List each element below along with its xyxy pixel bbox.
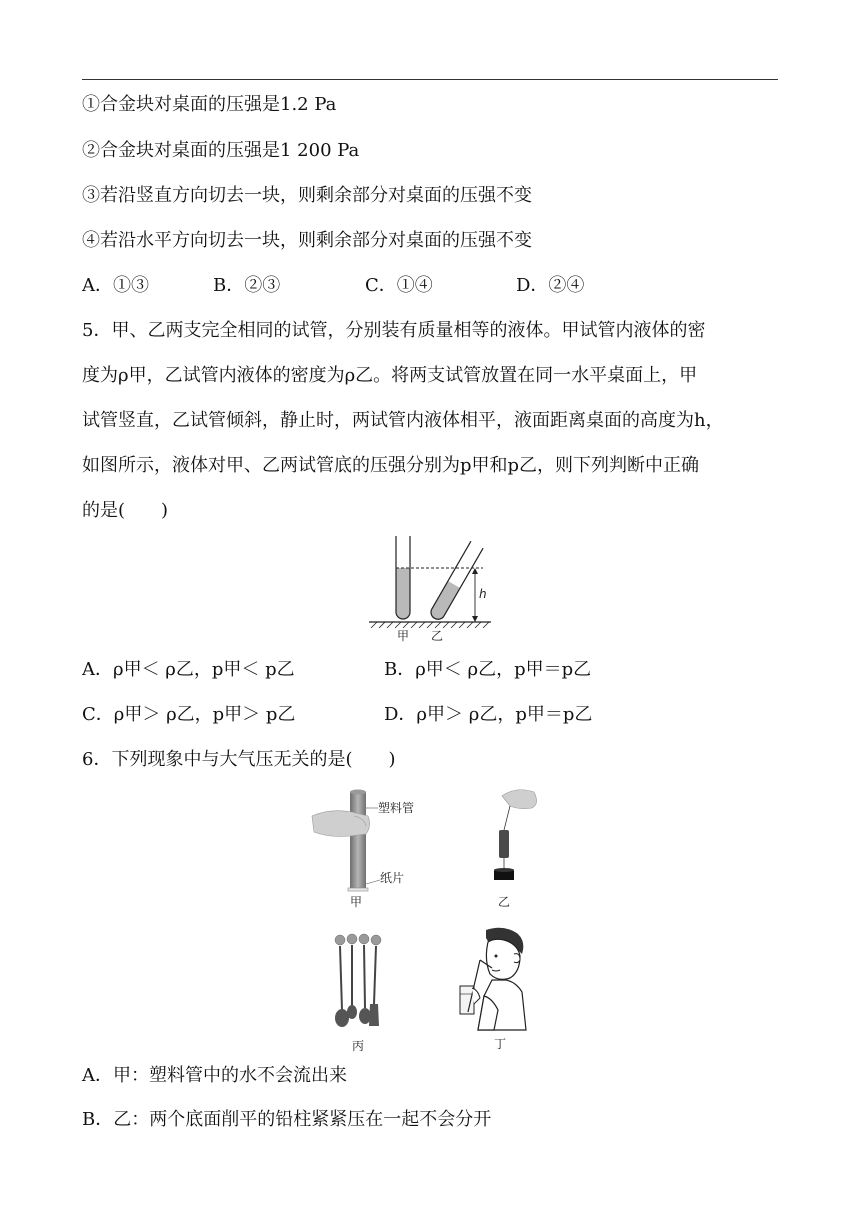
figure-ding-boy-straw [448,926,542,1054]
caption-yi: 乙 [498,895,511,909]
label-jia: 甲 [397,629,410,643]
q5-option-a[interactable]: A．ρ甲＜ ρ乙，p甲＜ p乙 [82,659,295,680]
q6-option-a[interactable]: A．甲：塑料管中的水不会流出来 [82,1065,347,1086]
q6-stem: 6．下列现象中与大气压无关的是( ) [82,749,396,770]
q4-option-b[interactable]: B．②③ [213,275,281,296]
caption-ding: 丁 [494,1037,507,1051]
figure-jia-plastic-tube [310,786,420,910]
q5-line-2: 度为ρ甲，乙试管内液体的密度为ρ乙。将两支试管放置在同一水平桌面上，甲 [82,365,698,386]
statement-1: ①合金块对桌面的压强是1.2 Pa [82,94,337,115]
q4-option-d[interactable]: D．②④ [516,275,585,296]
label-h: h [479,587,487,601]
statement-3: ③若沿竖直方向切去一块，则剩余部分对桌面的压强不变 [82,185,532,206]
q5-line-4: 如图所示，液体对甲、乙两试管底的压强分别为p甲和p乙，则下列判断中正确 [82,455,700,476]
q5-line-3: 试管竖直，乙试管倾斜，静止时，两试管内液体相平，液面距离桌面的高度为h， [82,410,724,431]
figure-bing-suction-hooks [330,930,390,1054]
label-plastic-tube: 塑料管 [378,801,415,815]
q5-option-c[interactable]: C．ρ甲＞ ρ乙，p甲＞ p乙 [82,704,296,725]
label-yi: 乙 [431,629,444,643]
q5-option-d[interactable]: D．ρ甲＞ ρ乙，p甲＝p乙 [384,704,593,725]
statement-4: ④若沿水平方向切去一块，则剩余部分对桌面的压强不变 [82,230,532,251]
test-tubes-figure [365,532,495,644]
header-rule [82,79,778,80]
caption-jia: 甲 [350,895,363,909]
q6-option-b[interactable]: B．乙：两个底面削平的铅柱紧紧压在一起不会分开 [82,1109,492,1130]
label-paper: 纸片 [380,871,405,885]
caption-bing: 丙 [352,1039,365,1053]
statement-2: ②合金块对桌面的压强是1 200 Pa [82,140,360,161]
figure-yi-lead-cylinders [482,786,542,910]
q4-option-c[interactable]: C．①④ [365,275,433,296]
q5-line-1: 5．甲、乙两支完全相同的试管，分别装有质量相等的液体。甲试管内液体的密 [82,320,706,341]
q5-option-b[interactable]: B．ρ甲＜ ρ乙，p甲＝p乙 [384,659,592,680]
q4-option-a[interactable]: A．①③ [82,275,149,296]
q5-line-5: 的是( ) [82,500,169,521]
